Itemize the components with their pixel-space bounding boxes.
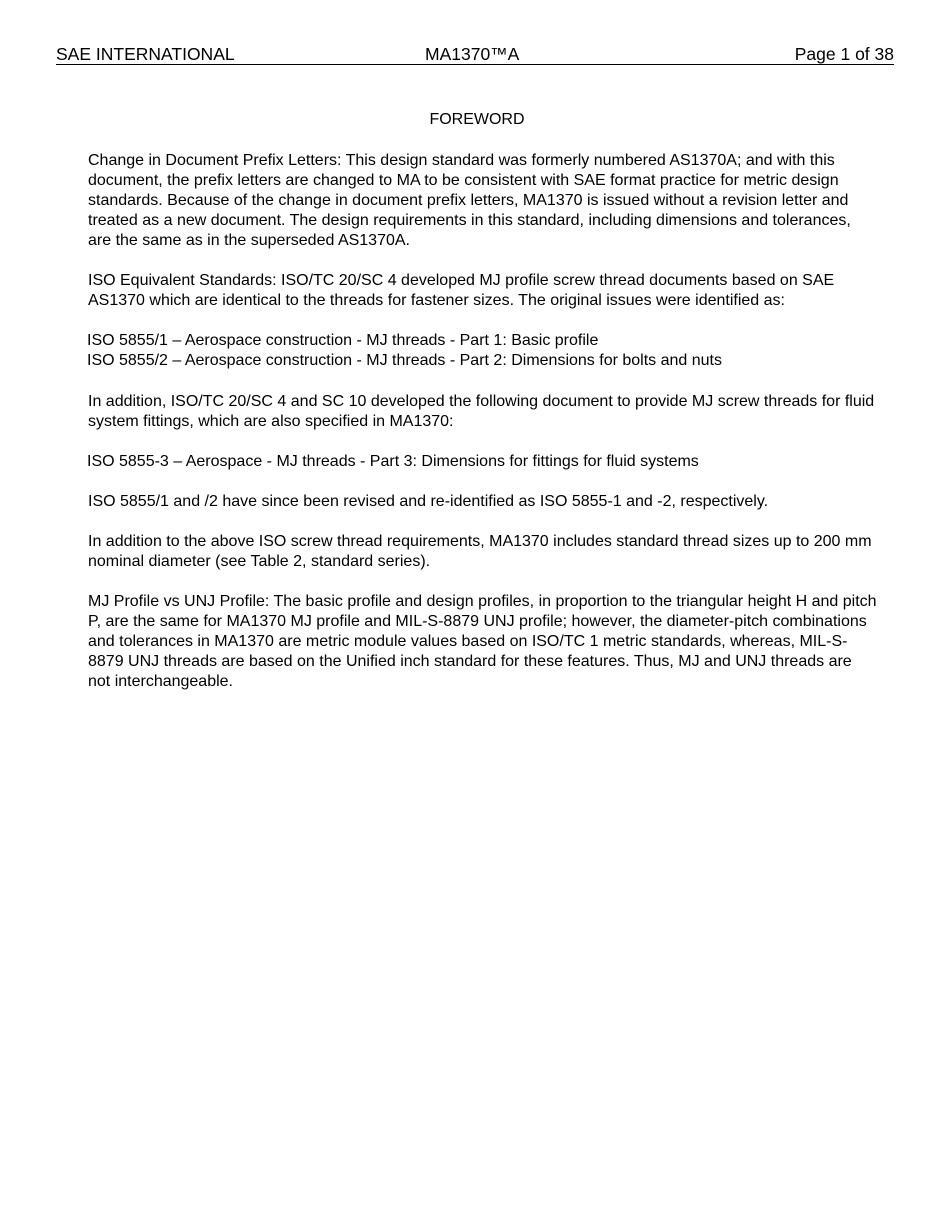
header-document-number: MA1370™A [425,44,520,64]
reference-iso-5855-3: ISO 5855-3 – Aerospace - MJ threads - Part 3: Dimensions for fittings for fluid systems [87,453,699,470]
reference-iso-5855-2: ISO 5855/2 – Aerospace construction - MJ threads - Part 2: Dimensions for bolts and nuts [87,352,722,369]
paragraph-in-addition-sc10: In addition, ISO/TC 20/SC 4 and SC 10 developed the following document to provide MJ screw threads for fluid system fittings, which are also specified in MA1370: [88,393,875,430]
paragraph-mj-vs-unj: MJ Profile vs UNJ Profile: The basic profile and design profiles, in proportion to the triangular height H and pitch P, are the same for MA1370 MJ profile and MIL-S-8879 UNJ profile; however, the diameter-pitch combinations and tolerances in MA1370 are metric module values based on ISO/TC 1 metric standards, whereas, MIL-S-8879 UNJ threads are based on the Unified inch standard for these features. Thus, MJ and UNJ threads are not interchangeable. [88,593,877,690]
paragraph-prefix-change: Change in Document Prefix Letters: This design standard was formerly numbered AS1370A; and with this document, the prefix letters are changed to MA to be consistent with SAE format practice for metric design standards. Because of the change in document prefix letters, MA1370 is issued without a revision letter and treated as a new document. The design requirements in this standard, including dimensions and tolerances, are the same as in the superseded AS1370A. [88,152,851,249]
header-organization: SAE INTERNATIONAL [56,44,235,64]
paragraph-revised: ISO 5855/1 and /2 have since been revised and re-identified as ISO 5855-1 and -2, respectively. [88,493,769,510]
reference-iso-5855-1: ISO 5855/1 – Aerospace construction - MJ threads - Part 1: Basic profile [87,332,599,349]
document-body [88,151,878,712]
header-page-number: Page 1 of 38 [794,44,894,64]
paragraph-iso-equivalent: ISO Equivalent Standards: ISO/TC 20/SC 4 developed MJ profile screw thread documents based on SAE AS1370 which are identical to the threads for fastener sizes. The original issues were identified as: [88,272,835,309]
page-header [56,44,894,65]
paragraph-thread-sizes: In addition to the above ISO screw thread requirements, MA1370 includes standard thread sizes up to 200 mm nominal diameter (see Table 2, standard series). [88,533,872,570]
section-title: FOREWORD [429,111,525,128]
